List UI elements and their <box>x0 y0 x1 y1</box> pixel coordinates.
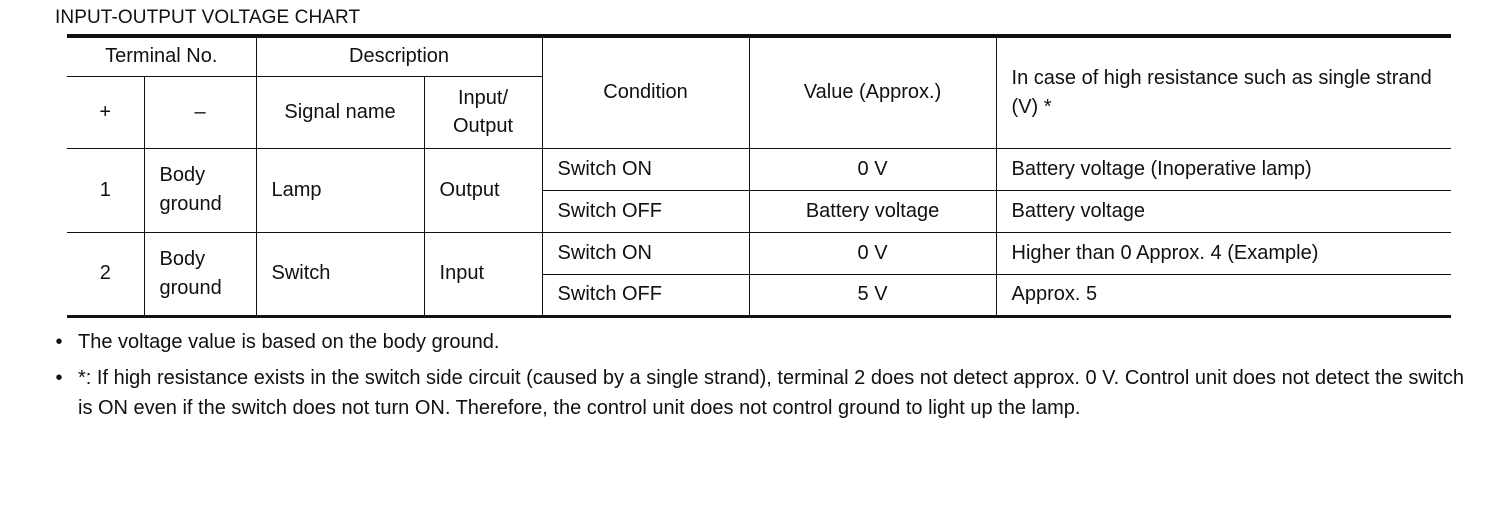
bullet-icon: • <box>55 367 63 389</box>
note-item <box>52 327 1464 357</box>
header-terminal-minus: – <box>144 76 256 148</box>
notes-list <box>52 327 1464 429</box>
table-row <box>67 232 1451 274</box>
condition-cell: Switch ON <box>542 232 749 274</box>
header-terminal-no: Terminal No. <box>67 36 256 76</box>
signal-name-cell: Switch <box>256 232 424 316</box>
signal-name-cell: Lamp <box>256 148 424 232</box>
condition-cell: Switch ON <box>542 148 749 190</box>
header-high-resistance: In case of high resistance such as single strand (V) * <box>996 36 1451 148</box>
terminal-plus-cell: 1 <box>67 148 144 232</box>
header-signal-name: Signal name <box>256 76 424 148</box>
condition-cell: Switch OFF <box>542 190 749 232</box>
note-text: The voltage value is based on the body ground. <box>78 331 500 353</box>
terminal-minus-cell: Body ground <box>144 232 256 316</box>
note-item <box>52 363 1464 423</box>
header-input-output: Input/ Output <box>424 76 542 148</box>
note-text: *: If high resistance exists in the switch side circuit (caused by a single strand), terminal 2 does not detect approx. 0 V. Control unit does not detect the switch is ON even if the switch does not turn ON. Therefore, the control unit does not control ground to light up the lamp. <box>78 367 1464 419</box>
terminal-plus-cell: 2 <box>67 232 144 316</box>
header-value: Value (Approx.) <box>749 36 996 148</box>
high-resistance-cell: Approx. 5 <box>996 274 1451 316</box>
high-resistance-cell: Battery voltage (Inoperative lamp) <box>996 148 1451 190</box>
chart-title: INPUT-OUTPUT VOLTAGE CHART <box>55 7 361 28</box>
bullet-icon: • <box>55 331 63 353</box>
value-cell: 0 V <box>749 232 996 274</box>
value-cell: 5 V <box>749 274 996 316</box>
terminal-minus-cell: Body ground <box>144 148 256 232</box>
condition-cell: Switch OFF <box>542 274 749 316</box>
high-resistance-cell: Higher than 0 Approx. 4 (Example) <box>996 232 1451 274</box>
io-cell: Output <box>424 148 542 232</box>
high-resistance-cell: Battery voltage <box>996 190 1451 232</box>
header-terminal-plus: + <box>67 76 144 148</box>
header-row-top <box>67 36 1451 76</box>
table-row <box>67 148 1451 190</box>
voltage-chart-table <box>67 34 1451 318</box>
value-cell: Battery voltage <box>749 190 996 232</box>
io-cell: Input <box>424 232 542 316</box>
header-description: Description <box>256 36 542 76</box>
value-cell: 0 V <box>749 148 996 190</box>
header-condition: Condition <box>542 36 749 148</box>
